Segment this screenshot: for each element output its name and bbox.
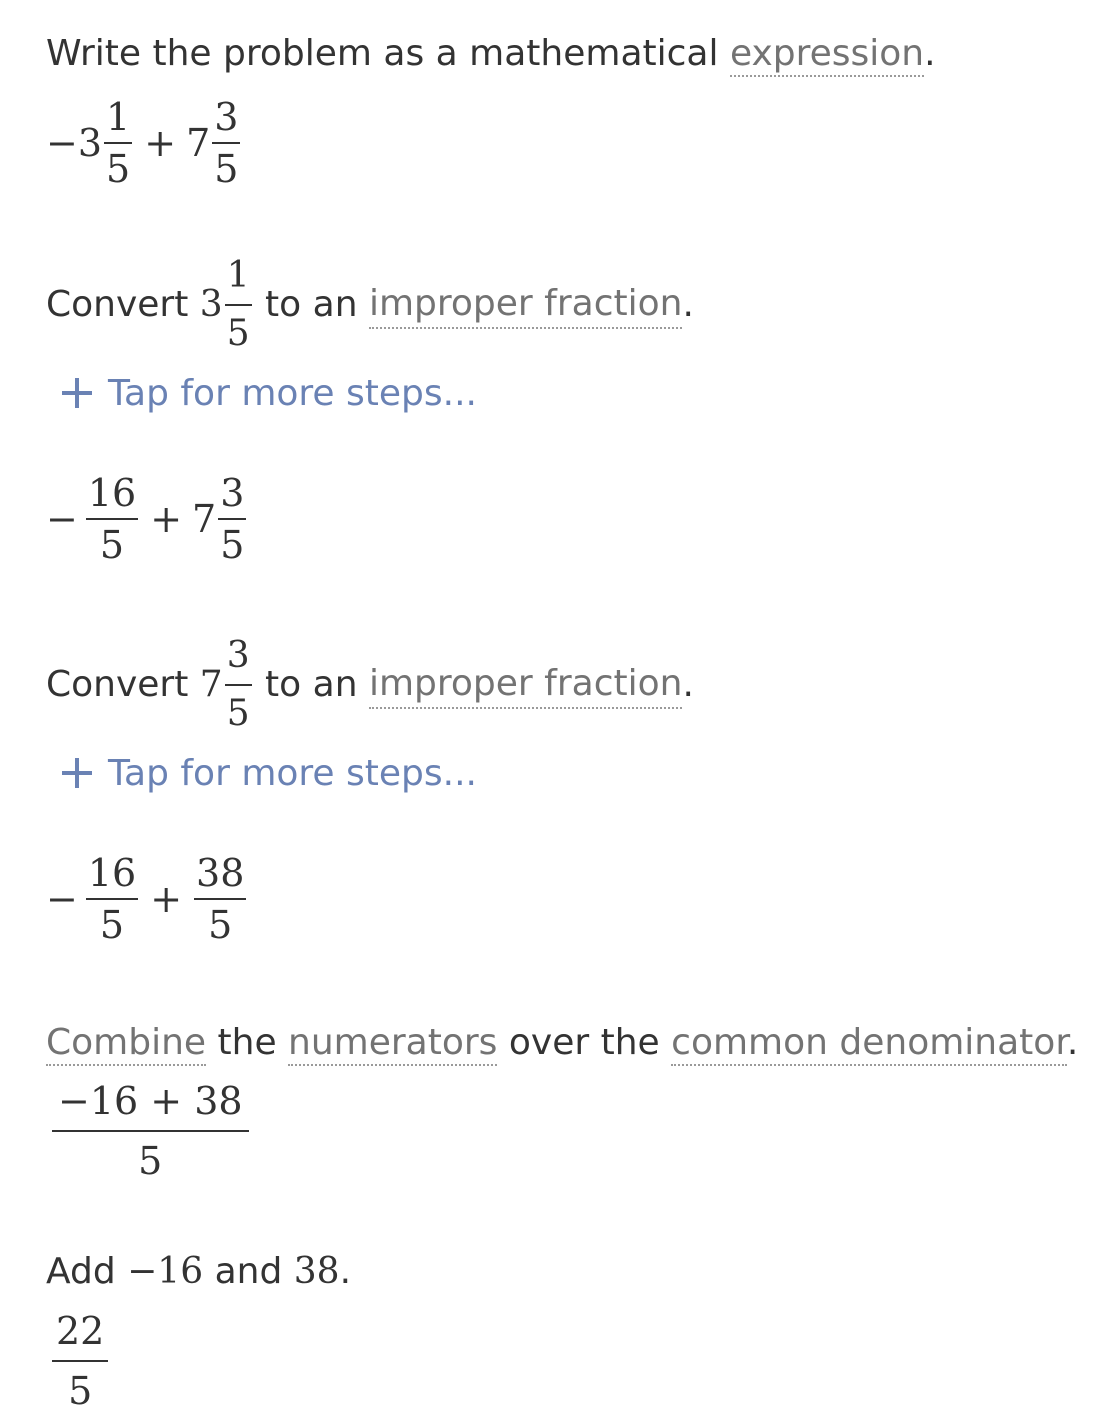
value-minus-16: −16 [127,1251,204,1292]
step5-instruction [46,1250,351,1294]
step2-text-mid: to an [253,284,369,325]
step3-expression [46,851,248,947]
term-numerators-link[interactable]: numerators [288,1022,497,1066]
term-expression-link[interactable]: expression [730,33,924,77]
value-38: 38 [293,1251,340,1292]
fraction [52,1309,108,1413]
tap-more-steps-button[interactable] [62,372,477,416]
minus-sign: − [46,877,78,921]
step4-expression [50,1079,251,1183]
fraction [86,471,138,567]
numerator: 3 [220,471,245,515]
denominator: 5 [226,313,250,354]
term-common-denominator-link[interactable]: common denominator [671,1022,1067,1066]
plus-icon [62,758,92,788]
result-fraction [50,1309,110,1413]
fraction [194,851,246,947]
whole-number: 3 [77,121,103,165]
denominator: 5 [208,903,233,947]
step1-text: Write the problem as a mathematical [46,33,730,74]
minus-sign: − [46,497,78,541]
numerator: 38 [196,851,245,895]
tap-more-steps-button[interactable] [62,752,477,796]
numerator: 3 [226,635,250,676]
plus-operator: + [144,121,177,165]
numerator: 16 [87,471,137,515]
whole-number: 7 [186,121,211,165]
step4-text: over the [497,1022,672,1063]
plus-operator: + [150,877,183,921]
step1-instruction [46,32,936,76]
step5-text-mid: and [203,1251,294,1292]
step3-instruction [46,634,694,736]
term-combine-link[interactable]: Combine [46,1022,206,1066]
denominator: 5 [214,147,239,191]
numerator: 1 [226,255,250,296]
step1-period: . [924,33,936,74]
fraction [212,95,240,191]
step5-text: Add [46,1251,128,1292]
numerator: 22 [56,1309,105,1353]
inline-fraction [225,254,252,356]
denominator: 5 [99,903,125,947]
denominator: 5 [220,523,245,567]
inline-whole-number: 3 [199,284,223,325]
step3-text: Convert [46,664,200,705]
numerator: 3 [214,95,239,139]
whole-number: 7 [192,497,217,541]
minus-sign: − [46,121,78,165]
plus-icon [62,378,92,408]
step2-expression [46,471,248,567]
step2-instruction [46,254,694,356]
step3-period: . [682,664,694,705]
plus-operator: + [150,497,183,541]
step2-period: . [682,284,694,325]
term-improper-fraction-link[interactable]: improper fraction [369,662,683,709]
step3-text-mid: to an [253,664,369,705]
fraction [52,1079,249,1183]
denominator: 5 [138,1139,163,1183]
step1-expression [46,95,242,191]
step2-text: Convert [46,284,200,325]
inline-whole-number: 7 [199,664,223,705]
denominator: 5 [99,523,125,567]
inline-fraction [225,634,252,736]
step4-text: the [206,1022,289,1063]
denominator: 5 [68,1369,93,1413]
numerator: 16 [87,851,137,895]
term-improper-fraction-link[interactable]: improper fraction [369,282,683,329]
denominator: 5 [226,693,250,734]
fraction [104,95,132,191]
step4-instruction [46,1021,1078,1065]
step4-period: . [1066,1022,1079,1063]
step5-period: . [339,1251,352,1292]
fraction [218,471,246,567]
numerator: −16 + 38 [58,1079,243,1123]
tap-more-steps-label: Tap for more steps... [108,753,477,794]
tap-more-steps-label: Tap for more steps... [108,373,477,414]
fraction [86,851,138,947]
numerator: 1 [106,95,131,139]
denominator: 5 [106,147,131,191]
